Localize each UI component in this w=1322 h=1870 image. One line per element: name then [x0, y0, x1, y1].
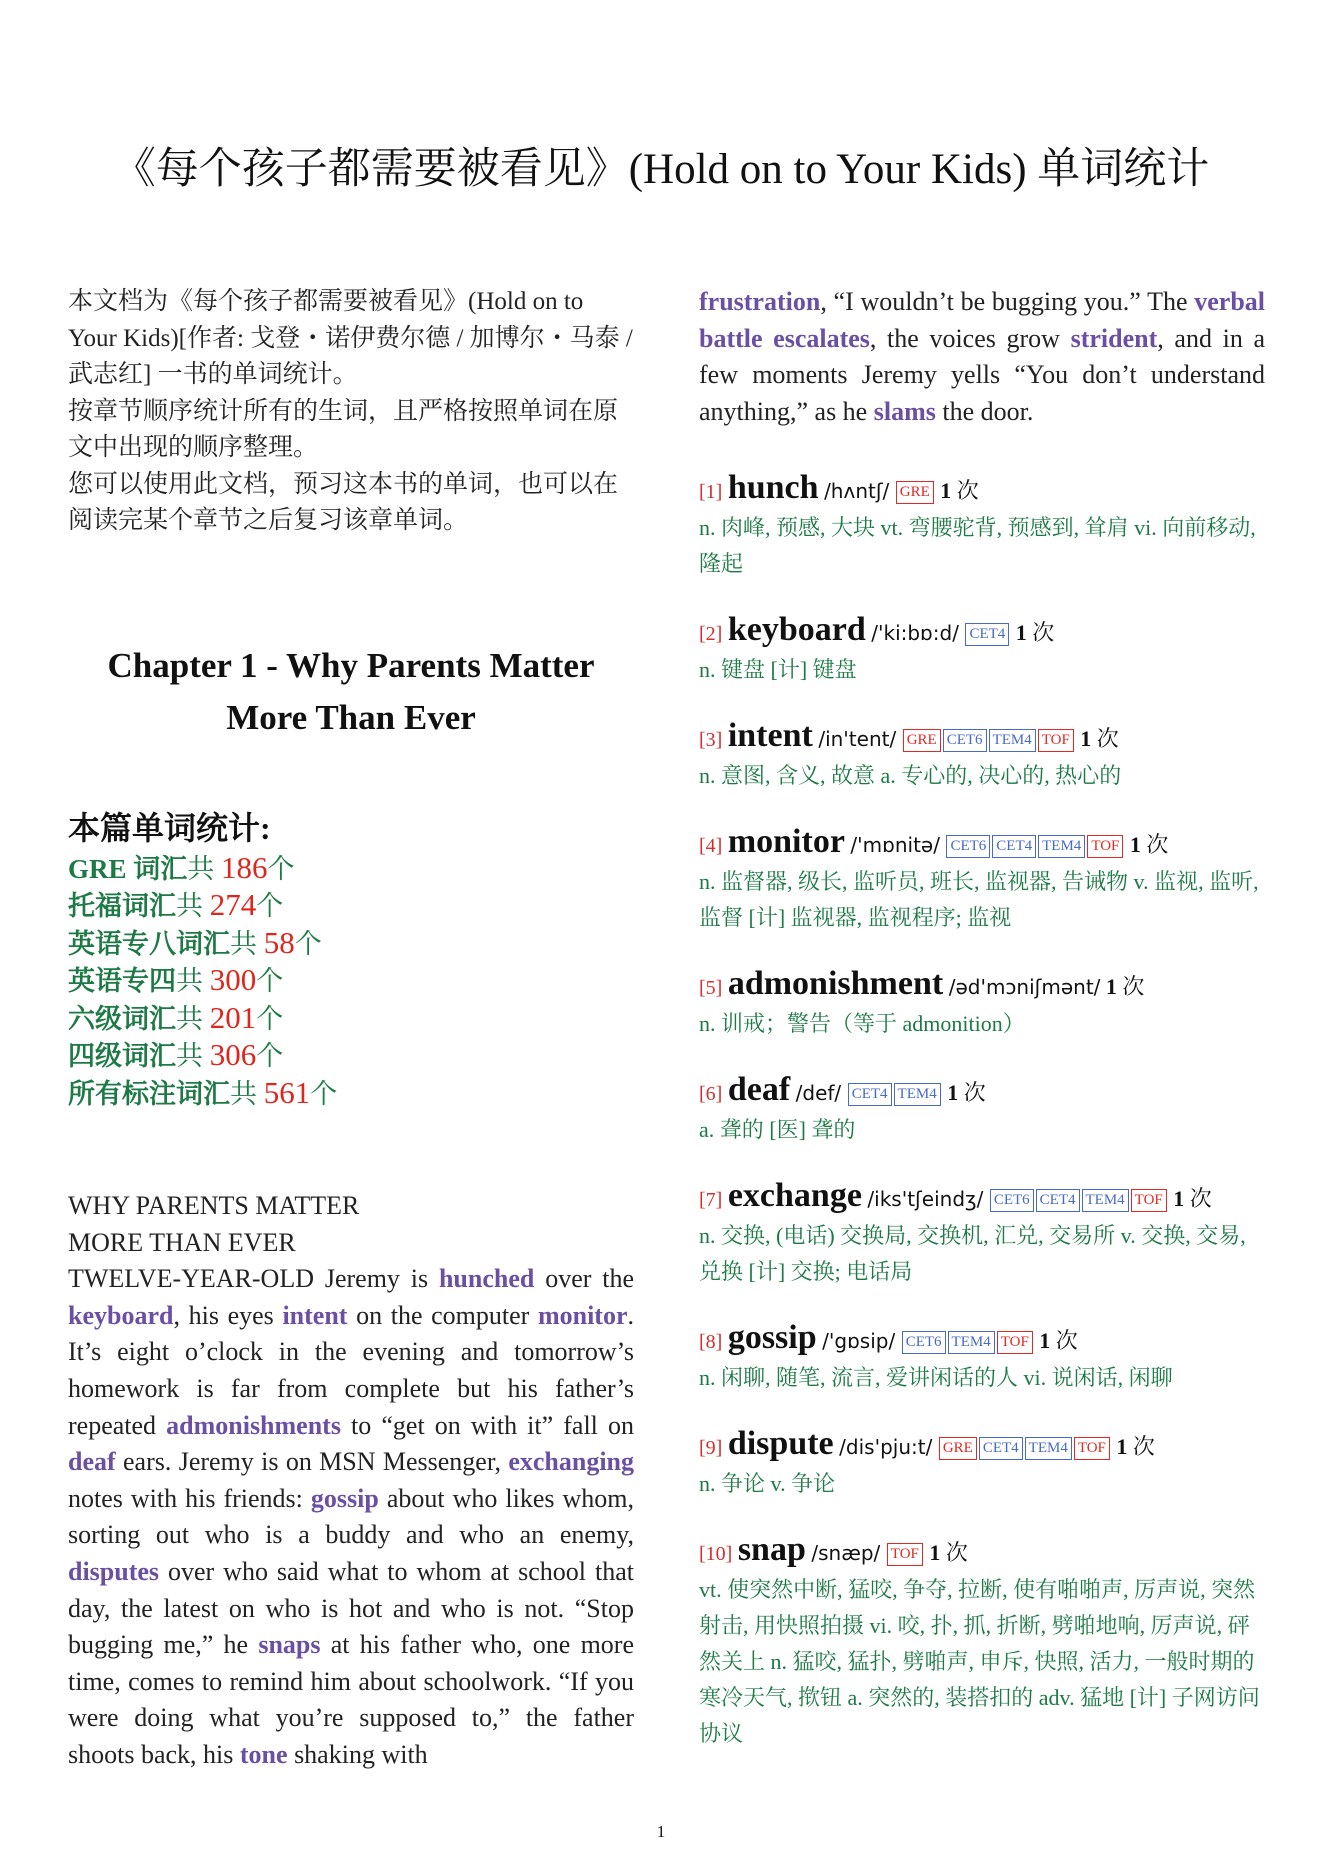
stats-unit: 个: [256, 1041, 284, 1071]
entry-header: [699, 1320, 1265, 1360]
entry-phonetic: /hʌntʃ/: [824, 479, 890, 504]
entry-count: [1075, 726, 1119, 751]
count-unit: 次: [1032, 620, 1055, 646]
entry-phonetic: /'gɒsip/: [822, 1329, 896, 1354]
count-value: 1: [1129, 832, 1141, 858]
highlighted-word: admonishments: [166, 1410, 341, 1440]
entry-header: [699, 966, 1265, 1006]
exam-tag: CET4: [848, 1083, 892, 1106]
exam-tag: TEM4: [1025, 1437, 1072, 1460]
highlighted-word: slams: [873, 396, 936, 426]
entry-phonetic: /dis'pju:t/: [839, 1435, 933, 1460]
passage-heading: WHY PARENTS MATTER: [68, 1191, 360, 1220]
count-unit: 次: [963, 1080, 986, 1106]
exam-tag: TEM4: [989, 729, 1036, 752]
entry-number: [10]: [699, 1543, 733, 1566]
passage-text: , his eyes: [173, 1300, 283, 1330]
passage-text: over the: [534, 1264, 634, 1294]
passage-text: to “get on with it” fall on: [340, 1410, 634, 1440]
entry-number: [2]: [699, 623, 723, 646]
entry-definition: n. 键盘 [计] 键盘: [699, 657, 857, 683]
intro-paragraph: 您可以使用此文档，预习这本书的单词，也可以在阅读完某个章节之后复习该章单词。: [68, 470, 619, 534]
exam-tag: TOF: [1038, 729, 1074, 752]
stats-count: 300: [209, 962, 257, 997]
stats-label: 所有标注词汇: [68, 1078, 230, 1109]
stats-label: 英语专四: [68, 966, 176, 996]
entry-word: monitor: [727, 823, 845, 861]
entry-word: admonishment: [727, 965, 944, 1003]
stats-mid: 共: [230, 1078, 264, 1109]
stats-unit: 个: [256, 891, 284, 921]
entry-count: [1124, 832, 1168, 857]
entry-word: intent: [727, 717, 813, 755]
entry-header: [699, 470, 1265, 510]
entry-count: [942, 1080, 986, 1105]
entry-word: snap: [737, 1531, 806, 1569]
entry-word: dispute: [727, 1425, 834, 1463]
count-unit: 次: [956, 478, 979, 504]
passage-text: at his father who, one more time, comes to remind him about schoolwork. “If you were doing what you’re supposed to,” the father shoots back, his: [68, 1630, 634, 1769]
entry-header: [699, 1532, 1265, 1572]
passage-text: on the computer: [347, 1300, 538, 1330]
stats-label: 四级词汇: [68, 1041, 176, 1071]
entry-header: [699, 1426, 1265, 1466]
exam-tag: GRE: [939, 1437, 977, 1460]
entry-definition: n. 监督器, 级长, 监听员, 班长, 监视器, 告诫物 v. 监视, 监听, 监督 [计] 监视器, 监视程序; 监视: [699, 869, 1259, 931]
vocab-entry: [699, 1532, 1265, 1752]
vocab-entry: [699, 1426, 1265, 1502]
highlighted-word: verbal battle escalates: [699, 287, 1265, 353]
stats-unit: 个: [267, 853, 295, 884]
passage-text: shaking with: [287, 1739, 428, 1769]
highlighted-word: strident: [1070, 323, 1158, 353]
entry-word: hunch: [727, 469, 819, 507]
intro-section: [68, 284, 634, 540]
vocab-entry: [699, 718, 1265, 794]
stats-mid: 共: [176, 1041, 210, 1071]
entry-header: [699, 1072, 1265, 1112]
exam-tag: CET6: [990, 1189, 1034, 1212]
stats-label: 托福词汇: [68, 891, 176, 921]
page-number: 1: [656, 1822, 666, 1841]
stats-row: [68, 1075, 634, 1113]
passage-text: ears. Jeremy is on MSN Messenger,: [115, 1447, 509, 1477]
word-stats: [68, 806, 634, 1113]
stats-count: 58: [263, 924, 295, 960]
stats-row: [68, 850, 634, 888]
exam-tag: TOF: [1074, 1437, 1110, 1460]
stats-mid: 共: [176, 966, 210, 996]
exam-tag: TOF: [1131, 1189, 1167, 1212]
count-value: 1: [1039, 1328, 1051, 1354]
vocab-entry: [699, 1072, 1265, 1148]
passage-text: , the voices grow: [869, 323, 1071, 353]
entry-definition: n. 争论 v. 争论: [699, 1471, 836, 1497]
entry-count: [1034, 1328, 1078, 1353]
entry-word: exchange: [727, 1177, 862, 1215]
entry-number: [3]: [699, 729, 723, 752]
count-value: 1: [1080, 726, 1092, 752]
stats-unit: 个: [294, 928, 322, 959]
entry-count: [1168, 1186, 1212, 1211]
highlighted-word: monitor: [537, 1300, 628, 1330]
stats-unit: 个: [256, 966, 284, 996]
count-value: 1: [1116, 1434, 1128, 1460]
stats-row: [68, 1037, 634, 1075]
entry-phonetic: /'mɒnitə/: [850, 833, 940, 858]
passage-left: [68, 1188, 634, 1774]
entry-count: [935, 478, 979, 503]
stats-mid: 共: [230, 928, 264, 959]
exam-tag: TEM4: [948, 1331, 995, 1354]
count-unit: 次: [945, 1540, 968, 1566]
exam-tag: TOF: [997, 1331, 1033, 1354]
exam-tag: TEM4: [1038, 835, 1085, 858]
entry-definition: n. 意图, 含义, 故意 a. 专心的, 决心的, 热心的: [699, 763, 1122, 789]
chapter-heading: Chapter 1 - Why Parents Matter More Than Ever: [107, 645, 595, 737]
count-unit: 次: [1055, 1328, 1078, 1354]
entry-header: [699, 718, 1265, 758]
stats-row: [68, 887, 634, 925]
right-column: [699, 284, 1265, 1782]
exam-tag: CET6: [943, 729, 987, 752]
highlighted-word: keyboard: [68, 1300, 174, 1330]
count-unit: 次: [1146, 832, 1169, 858]
entry-definition: n. 交换, (电话) 交换局, 交换机, 汇兑, 交易所 v. 交换, 交易, 兑换 [计] 交换; 电话局: [699, 1223, 1246, 1285]
stats-row: [68, 962, 634, 1000]
entry-word: gossip: [727, 1319, 817, 1357]
entry-number: [5]: [699, 977, 723, 1000]
exam-tag: CET4: [992, 835, 1036, 858]
passage-text: TWELVE-YEAR-OLD Jeremy is: [68, 1264, 439, 1294]
highlighted-word: snaps: [258, 1630, 321, 1660]
stats-row: [68, 925, 634, 963]
stats-row: [68, 1000, 634, 1038]
count-value: 1: [1105, 974, 1117, 1000]
passage-text: , “I wouldn’t be bugging you.” The: [820, 287, 1195, 316]
entry-phonetic: /def/: [795, 1081, 842, 1106]
vocab-entry: [699, 612, 1265, 688]
entry-count: [924, 1540, 968, 1565]
count-unit: 次: [1096, 726, 1119, 752]
vocab-entry: [699, 470, 1265, 582]
exam-tag: GRE: [903, 729, 941, 752]
vocab-entry: [699, 966, 1265, 1042]
vocab-list: [699, 470, 1265, 1752]
entry-definition: n. 训戒；警告（等于 admonition）: [699, 1011, 1025, 1037]
stats-count: 561: [263, 1074, 311, 1110]
vocab-entry: [699, 1320, 1265, 1396]
entry-phonetic: /in'tent/: [818, 727, 897, 752]
exam-tag: CET6: [946, 835, 990, 858]
count-unit: 次: [1132, 1434, 1155, 1460]
stats-unit: 个: [256, 1003, 284, 1034]
highlighted-word: deaf: [68, 1447, 116, 1477]
passage-text: , and in a few moments Jeremy yells “You don’t understand anything,” as he: [699, 323, 1266, 426]
vocab-entry: [699, 1178, 1265, 1290]
entry-number: [4]: [699, 835, 723, 858]
stats-label: 英语专八词汇: [68, 928, 230, 959]
highlighted-word: hunched: [438, 1264, 535, 1294]
passage-text: the door.: [935, 396, 1034, 426]
exam-tag: CET4: [965, 623, 1009, 646]
entry-phonetic: /iks'tʃeindʒ/: [867, 1187, 984, 1212]
exam-tag: TOF: [887, 1543, 923, 1566]
entry-phonetic: /əd'mɔniʃmənt/: [948, 975, 1101, 1000]
entry-count: [1106, 974, 1145, 999]
entry-definition: n. 肉峰, 预感, 大块 vt. 弯腰驼背, 预感到, 耸肩 vi. 向前移动, 隆起: [699, 515, 1256, 577]
passage-body: [68, 1261, 634, 1773]
exam-tag: CET4: [1036, 1189, 1080, 1212]
entry-number: [9]: [699, 1437, 723, 1460]
exam-tag: CET4: [979, 1437, 1023, 1460]
entry-number: [7]: [699, 1189, 723, 1212]
highlighted-word: frustration: [699, 287, 821, 316]
stats-title: 本篇单词统计:: [68, 809, 271, 846]
entry-phonetic: /'ki:bɒ:d/: [871, 621, 959, 646]
stats-count: 306: [209, 1037, 257, 1072]
passage-text: about who likes whom, sorting out who is a buddy and who an enemy,: [68, 1483, 634, 1550]
passage-heading: MORE THAN EVER: [68, 1227, 296, 1257]
count-unit: 次: [1189, 1186, 1212, 1212]
stats-label: 六级词汇: [68, 1003, 176, 1034]
entry-number: [8]: [699, 1331, 723, 1354]
entry-definition: n. 闲聊, 随笔, 流言, 爱讲闲话的人 vi. 说闲话, 闲聊: [699, 1365, 1173, 1391]
passage-text: . It’s eight o’clock in the evening and tomorrow’s homework is far from complete but his father’s repeated: [68, 1300, 634, 1440]
entry-number: [6]: [699, 1083, 723, 1106]
entry-definition: vt. 使突然中断, 猛咬, 争夺, 拉断, 使有啪啪声, 厉声说, 突然射击, 用快照拍摄 vi. 咬, 扑, 抓, 折断, 劈啪地响, 厉声说, 砰然关上 n. 猛咬, 猛扑, 劈啪声, 申斥, 快照, 活力, 一般时期的寒冷天气, 揿钮 a. 突然的, 装搭扣的 adv. 猛地 [计] 子网访问协议: [699, 1577, 1260, 1747]
count-unit: 次: [1122, 974, 1145, 1000]
highlighted-word: tone: [239, 1739, 288, 1769]
stats-mid: 共: [176, 891, 210, 921]
exam-tag: TOF: [1087, 835, 1123, 858]
count-value: 1: [1015, 620, 1027, 646]
left-column: [68, 284, 634, 1774]
count-value: 1: [947, 1080, 959, 1106]
count-value: 1: [940, 478, 952, 504]
highlighted-word: intent: [282, 1300, 348, 1330]
stats-mid: 共: [176, 1003, 210, 1034]
entry-count: [1111, 1434, 1155, 1459]
intro-paragraph: 本文档为《每个孩子都需要被看见》(Hold on to Your Kids)[作者: 戈登・诺伊费尔德 / 加博尔・马泰 / 武志红] 一书的单词统计。: [68, 288, 633, 388]
intro-paragraph: 按章节顺序统计所有的生词，且严格按照单词在原文中出现的顺序整理。: [68, 397, 619, 461]
highlighted-word: exchanging: [508, 1447, 634, 1477]
exam-tag: CET6: [902, 1331, 946, 1354]
exam-tag: TEM4: [1082, 1189, 1129, 1212]
exam-tag: TEM4: [894, 1083, 941, 1106]
exam-tag: GRE: [896, 481, 934, 504]
entry-word: deaf: [727, 1071, 791, 1109]
entry-word: keyboard: [727, 611, 866, 649]
entry-header: [699, 824, 1265, 864]
page-title: 《每个孩子都需要被看见》(Hold on to Your Kids) 单词统计: [112, 146, 1210, 193]
entry-number: [1]: [699, 481, 723, 504]
entry-header: [699, 1178, 1265, 1218]
stats-unit: 个: [310, 1078, 338, 1109]
entry-count: [1010, 620, 1054, 645]
entry-phonetic: /snæp/: [811, 1541, 881, 1566]
entry-definition: a. 聋的 [医] 聋的: [699, 1117, 856, 1143]
passage-text: notes with his friends:: [68, 1483, 311, 1513]
stats-label: GRE 词汇: [68, 853, 188, 884]
highlighted-word: gossip: [310, 1483, 379, 1513]
passage-text: over who said what to whom at school that day, the latest on who is hot and who is not. “Stop bugging me,” he: [68, 1556, 634, 1660]
stats-count: 274: [209, 887, 257, 922]
highlighted-word: disputes: [68, 1556, 160, 1586]
count-value: 1: [929, 1540, 941, 1566]
stats-mid: 共: [187, 853, 222, 884]
passage-continuation: [699, 284, 1265, 430]
stats-count: 186: [221, 849, 268, 885]
vocab-entry: [699, 824, 1265, 936]
stats-count: 201: [209, 999, 257, 1035]
entry-header: [699, 612, 1265, 652]
count-value: 1: [1173, 1186, 1185, 1212]
